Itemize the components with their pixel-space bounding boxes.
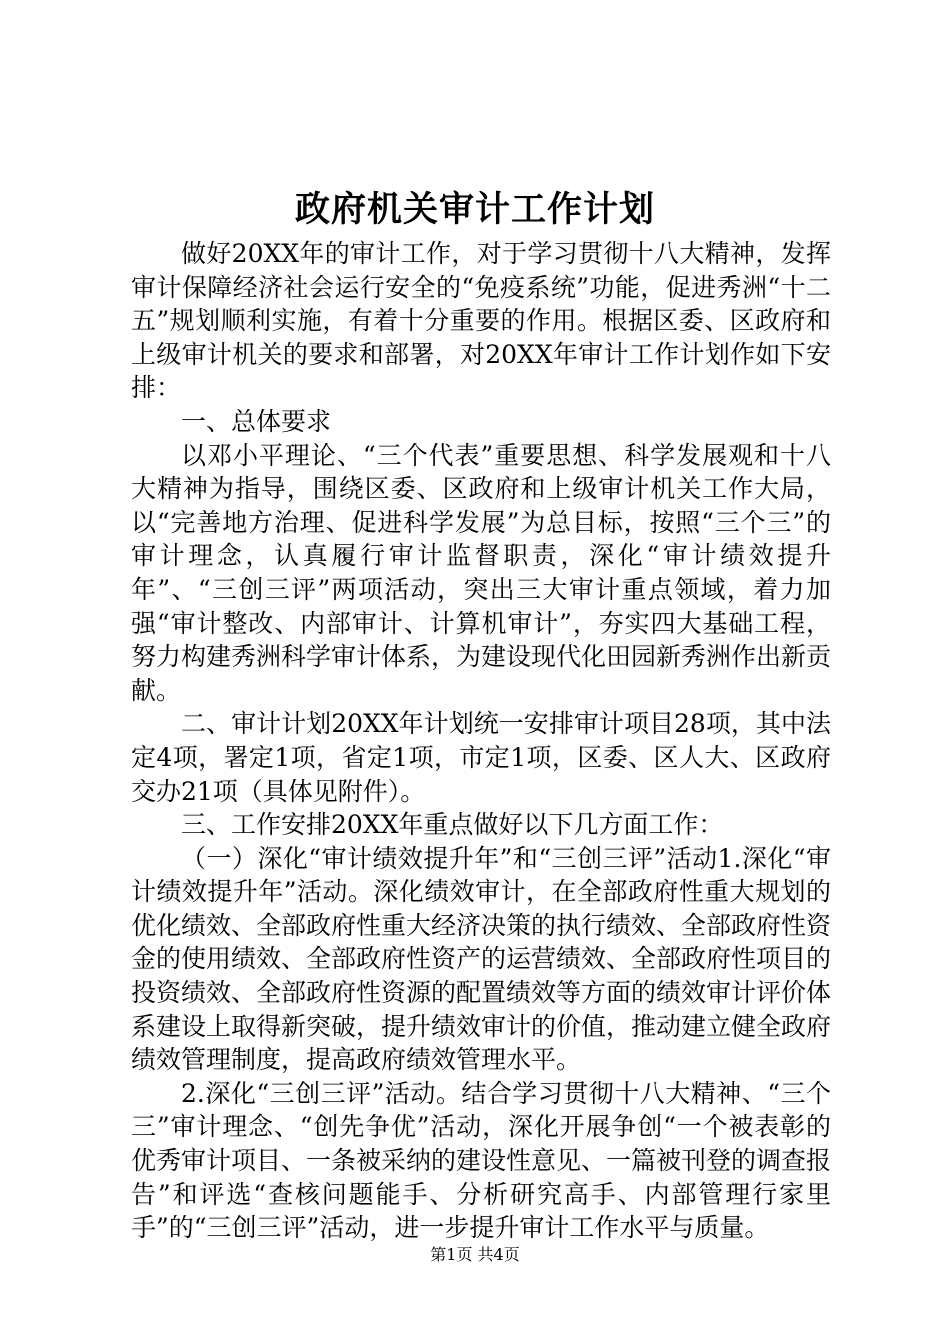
- page-footer: 第1页 共4页: [430, 1245, 520, 1264]
- document-title: 政府机关审计工作计划: [294, 189, 655, 230]
- document-body: [131, 237, 831, 1245]
- heading-general-requirements: 一、总体要求: [181, 406, 332, 436]
- paragraph-intro: 做好20XX年的审计工作，对于学习贯彻十八大精神，发挥审计保障经济社会运行安全的“免疫系统”功能，促进秀洲“十二五”规划顺利实施，有着十分重要的作用。根据区委、区政府和上级审计机关的要求和部署，对20XX年审计工作计划作如下安排：: [131, 239, 831, 403]
- paragraph-general-requirements: 以邓小平理论、“三个代表”重要思想、科学发展观和十八大精神为指导，围绕区委、区政府和上级审计机关工作大局，以“完善地方治理、促进科学发展”为总目标，按照“三个三”的审计理念，认真履行审计监督职责，深化“审计绩效提升年”、“三创三评”两项活动，突出三大审计重点领域，着力加强“审计整改、内部审计、计算机审计”，夯实四大基础工程，努力构建秀洲科学审计体系，为建设现代化田园新秀洲作出新贡献。: [131, 440, 832, 705]
- heading-work-arrangement: 三、工作安排20XX年重点做好以下几方面工作：: [181, 810, 724, 840]
- paragraph-performance-audit: （一）深化“审计绩效提升年”和“三创三评”活动1.深化“审计绩效提升年”活动。深化绩效审计，在全部政府性重大规划的优化绩效、全部政府性重大经济决策的执行绩效、全部政府性资金的使用绩效、全部政府性资产的运营绩效、全部政府性项目的投资绩效、全部政府性资源的配置绩效等方面的绩效审计评价体系建设上取得新突破，提升绩效审计的价值，推动建立健全政府绩效管理制度，提高政府绩效管理水平。: [131, 843, 832, 1075]
- paragraph-audit-plan: 二、审计计划20XX年计划统一安排审计项目28项，其中法定4项，署定1项，省定1项，市定1项，区委、区人大、区政府交办21项（具体见附件）。: [131, 709, 831, 806]
- paragraph-three-create-three-evaluate: 2.深化“三创三评”活动。结合学习贯彻十八大精神、“三个三”审计理念、“创先争优”活动，深化开展争创“一个被表彰的优秀审计项目、一条被采纳的建设性意见、一篇被刊登的调查报告”和评选“查核问题能手、分析研究高手、内部管理行家里手”的“三创三评”活动，进一步提升审计工作水平与质量。: [131, 1078, 832, 1243]
